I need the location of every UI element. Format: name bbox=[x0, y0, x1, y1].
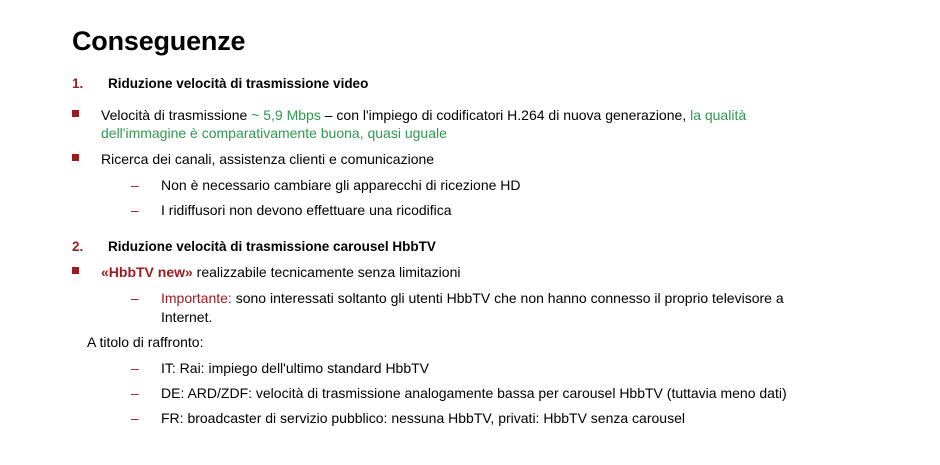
bullet-text bbox=[101, 263, 801, 281]
bullet-text-prefix: Velocità di trasmissione bbox=[101, 107, 252, 123]
square-bullet-icon bbox=[72, 110, 79, 117]
bullet-hbbtv-new bbox=[72, 263, 812, 281]
sub-item-text bbox=[161, 289, 821, 327]
sub-item-text: I ridiffusori non devono effettuare una ricodifica bbox=[161, 202, 452, 218]
section-heading-text: Riduzione velocità di trasmissione video bbox=[108, 76, 369, 91]
quality-highlight: la qualità dell'immagine è comparativamente buona, quasi uguale bbox=[101, 107, 747, 141]
bullet-bitrate bbox=[72, 106, 812, 142]
comparison-item-fr bbox=[131, 409, 831, 428]
sub-item-important bbox=[131, 289, 831, 327]
section-1-heading bbox=[72, 76, 672, 94]
dash-bullet: – bbox=[131, 360, 139, 376]
dash-bullet: – bbox=[131, 410, 139, 426]
bullet-channels bbox=[72, 150, 812, 168]
comparison-text: IT: Rai: impiego dell'ultimo standard HbbTV bbox=[161, 360, 430, 376]
sub-item-rebroadcasters bbox=[131, 201, 821, 220]
dash-bullet: – bbox=[131, 385, 139, 401]
section-number: 1. bbox=[72, 76, 84, 91]
dash-bullet: – bbox=[131, 202, 139, 218]
bullet-text: Ricerca dei canali, assistenza clienti e comunicazione bbox=[101, 151, 435, 167]
bullet-text-rest: realizzabile tecnicamente senza limitazioni bbox=[192, 264, 461, 280]
square-bullet-icon bbox=[72, 267, 79, 274]
important-label: Importante: bbox=[161, 290, 232, 306]
slide-title: Conseguenze bbox=[72, 26, 246, 56]
comparison-label: A titolo di raffronto: bbox=[87, 334, 204, 350]
sub-item-text: Non è necessario cambiare gli apparecchi di ricezione HD bbox=[161, 177, 521, 193]
bullet-text-middle: – con l'impiego di codificatori H.264 di nuova generazione, bbox=[320, 107, 691, 123]
bitrate-value: ~ 5,9 Mbps bbox=[251, 107, 321, 123]
important-text: sono interessati soltanto gli utenti HbbTV che non hanno connesso il proprio televisore a Internet. bbox=[161, 290, 784, 325]
comparison-text: DE: ARD/ZDF: velocità di trasmissione analogamente bassa per carousel HbbTV (tuttavia meno dati) bbox=[161, 385, 787, 401]
section-heading-text: Riduzione velocità di trasmissione carousel HbbTV bbox=[108, 239, 436, 254]
dash-bullet: – bbox=[131, 177, 139, 193]
section-2-heading bbox=[72, 239, 672, 257]
hbbtv-new-label: «HbbTV new» bbox=[101, 264, 193, 280]
comparison-item-it bbox=[131, 359, 831, 378]
dash-bullet: – bbox=[131, 290, 139, 306]
bullet-text bbox=[101, 106, 801, 142]
square-bullet-icon bbox=[72, 154, 79, 161]
section-number: 2. bbox=[72, 239, 84, 254]
sub-item-receivers bbox=[131, 176, 821, 195]
comparison-item-de bbox=[131, 384, 831, 403]
comparison-text: FR: broadcaster di servizio pubblico: nessuna HbbTV, privati: HbbTV senza carousel bbox=[161, 410, 685, 426]
